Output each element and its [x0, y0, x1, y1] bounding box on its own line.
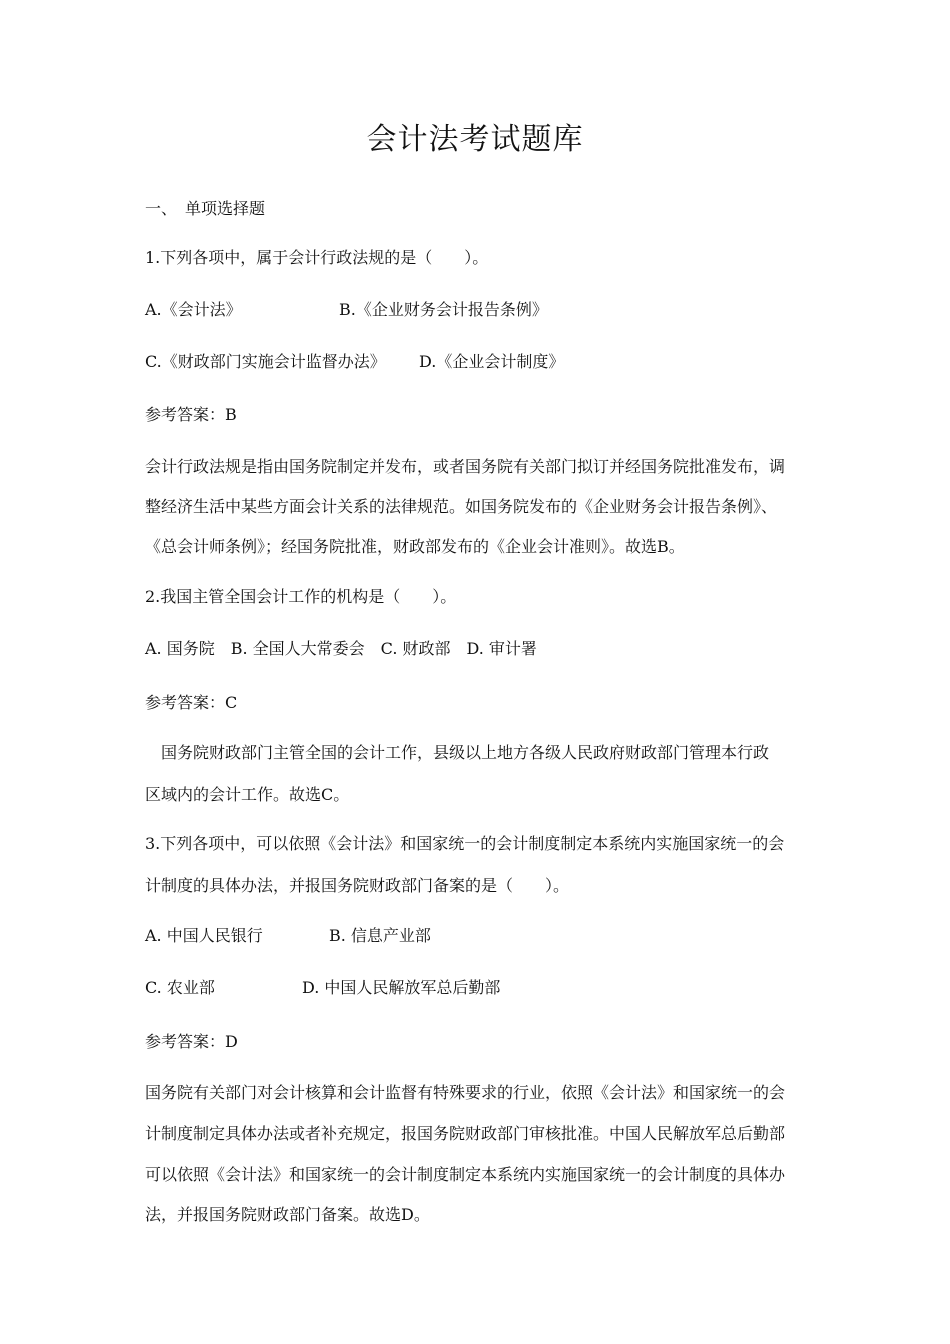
- question-3-explanation-line: 可以依照《会计法》和国家统一的会计制度制定本系统内实施国家统一的会计制度的具体办: [145, 1165, 786, 1184]
- question-1-stem: 1.下列各项中，属于会计行政法规的是（ ）。: [145, 248, 489, 267]
- question-2-options: A. 国务院 B. 全国人大常委会 C. 财政部 D. 审计署: [145, 639, 537, 658]
- question-3-option-a: A. 中国人民银行: [145, 926, 263, 945]
- question-3-option-b: B. 信息产业部: [329, 926, 431, 945]
- question-3-answer: 参考答案：D: [145, 1032, 238, 1051]
- question-1-option-b: B.《企业财务会计报告条例》: [339, 300, 548, 319]
- question-2-explanation-line: 区域内的会计工作。故选C。: [145, 785, 350, 804]
- question-1-explanation-line: 《总会计师条例》；经国务院批准，财政部发布的《企业会计准则》。故选B。: [145, 537, 685, 556]
- question-2-stem: 2.我国主管全国会计工作的机构是（ ）。: [145, 587, 457, 606]
- question-1-option-c: C.《财政部门实施会计监督办法》: [145, 352, 386, 371]
- question-3-option-d: D. 中国人民解放军总后勤部: [302, 978, 501, 997]
- document-title: 会计法考试题库: [366, 122, 584, 157]
- question-1-option-d: D.《企业会计制度》: [419, 352, 565, 371]
- section-heading: 一、 单项选择题: [145, 199, 266, 218]
- question-3-explanation-line: 国务院有关部门对会计核算和会计监督有特殊要求的行业，依照《会计法》和国家统一的会: [145, 1083, 786, 1102]
- question-1-option-a: A.《会计法》: [145, 300, 242, 319]
- question-3-explanation-line: 计制度制定具体办法或者补充规定，报国务院财政部门审核批准。中国人民解放军总后勤部: [145, 1124, 786, 1143]
- question-2-explanation-line: 国务院财政部门主管全国的会计工作，县级以上地方各级人民政府财政部门管理本行政: [145, 743, 770, 762]
- question-3-explanation-line: 法，并报国务院财政部门备案。故选D。: [145, 1205, 430, 1224]
- question-3-stem-line: 计制度的具体办法，并报国务院财政部门备案的是（ ）。: [145, 876, 570, 895]
- question-1-answer: 参考答案：B: [145, 405, 237, 424]
- question-3-option-c: C. 农业部: [145, 978, 215, 997]
- question-2-answer: 参考答案：C: [145, 693, 238, 712]
- question-3-stem-line: 3.下列各项中，可以依照《会计法》和国家统一的会计制度制定本系统内实施国家统一的会: [145, 834, 785, 853]
- question-1-explanation-line: 会计行政法规是指由国务院制定并发布，或者国务院有关部门拟订并经国务院批准发布，调: [145, 457, 786, 476]
- question-1-explanation-line: 整经济生活中某些方面会计关系的法律规范。如国务院发布的《企业财务会计报告条例》、: [145, 497, 778, 516]
